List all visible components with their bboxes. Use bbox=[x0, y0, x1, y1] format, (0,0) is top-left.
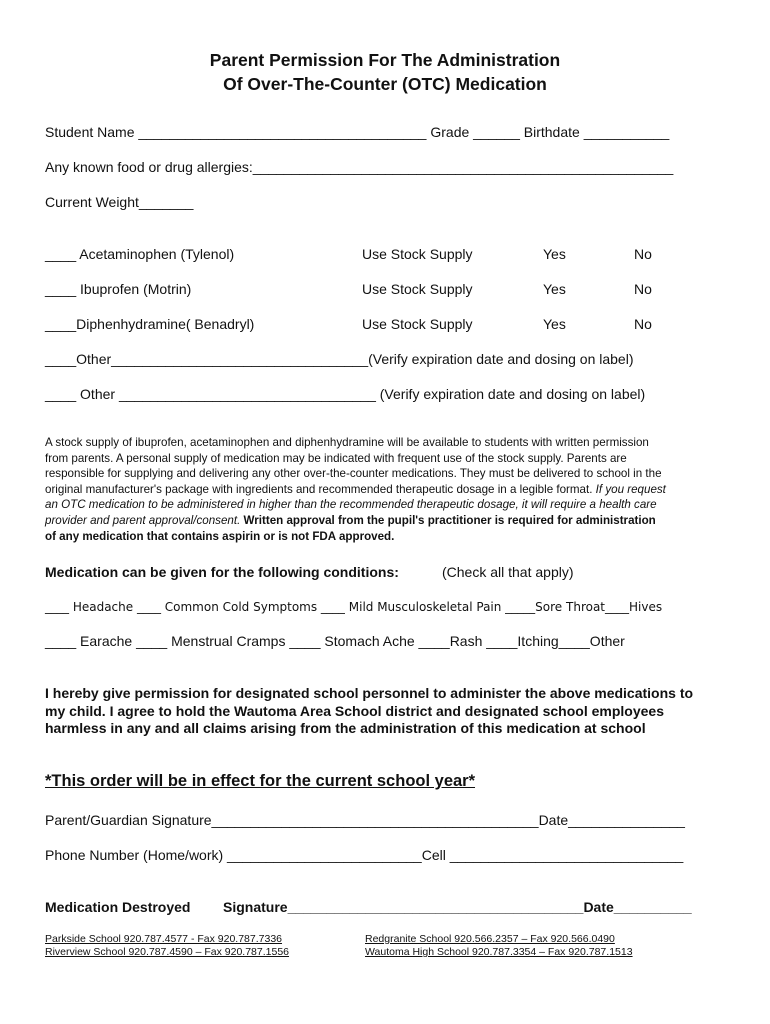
consent-line: my child. I agree to hold the Wautoma Area School district and designated school employees bbox=[45, 702, 664, 719]
para-line: responsible for supplying and delivering any other over-the-counter medications. They must be delivered to school in the bbox=[45, 467, 662, 481]
para-italic: provider and parent approval/consent. bbox=[45, 513, 241, 527]
consent-line: harmless in any and all claims arising from the administration of this medication at school bbox=[45, 720, 646, 736]
order-notice: *This order will be in effect for the current school year* bbox=[45, 772, 476, 790]
med-no-option[interactable]: No bbox=[634, 281, 652, 297]
medication-destroyed-label: Medication Destroyed bbox=[45, 899, 191, 915]
med-stock-label: Use Stock Supply bbox=[362, 246, 473, 262]
med-no-option[interactable]: No bbox=[634, 246, 652, 262]
conditions-row-1[interactable]: ____ Headache ____ Common Cold Symptoms ____ Mild Musculoskeletal Pain _____Sore Throat____Hives bbox=[45, 600, 663, 614]
med-other-1[interactable]: ____Other_________________________________(Verify expiration date and dosing on label) bbox=[45, 351, 634, 367]
para-italic: an OTC medication to be administered in higher than the recommended therapeutic dosage, it will require a health care bbox=[45, 498, 657, 512]
med-diphenhydramine[interactable]: ____Diphenhydramine( Benadryl) bbox=[45, 316, 255, 332]
para-line: A stock supply of ibuprofen, acetaminophen and diphenhydramine will be available to students with written permission bbox=[45, 436, 649, 449]
form-title-line2: Of Over-The-Counter (OTC) Medication bbox=[223, 74, 547, 94]
footer-riverview: Riverview School 920.787.4590 – Fax 920.787.1556 bbox=[45, 946, 290, 958]
conditions-heading: Medication can be given for the following conditions: bbox=[45, 564, 399, 580]
consent-line: I hereby give permission for designated school personnel to administer the above medications to bbox=[45, 685, 694, 701]
phone-field[interactable]: Phone Number (Home/work) _________________________Cell ______________________________ bbox=[45, 847, 684, 863]
med-stock-label: Use Stock Supply bbox=[362, 316, 473, 332]
form-title-line1: Parent Permission For The Administration bbox=[209, 50, 561, 70]
med-other-2[interactable]: ____ Other _________________________________ (Verify expiration date and dosing on label) bbox=[45, 386, 646, 402]
med-yes-option[interactable]: Yes bbox=[543, 316, 566, 332]
med-acetaminophen[interactable]: ____ Acetaminophen (Tylenol) bbox=[45, 246, 235, 262]
destroyed-signature-field[interactable]: Signature______________________________________Date__________ bbox=[223, 899, 692, 915]
conditions-row-2[interactable]: ____ Earache ____ Menstrual Cramps ____ Stomach Ache ____Rash ____Itching____Other bbox=[45, 633, 625, 649]
med-yes-option[interactable]: Yes bbox=[543, 246, 566, 262]
consent-statement bbox=[45, 685, 735, 738]
conditions-hint: (Check all that apply) bbox=[442, 564, 574, 580]
para-italic: If you request bbox=[592, 482, 666, 496]
med-ibuprofen[interactable]: ____ Ibuprofen (Motrin) bbox=[45, 281, 192, 297]
footer-parkside: Parkside School 920.787.4577 - Fax 920.787.7336 bbox=[45, 933, 283, 945]
stock-supply-paragraph bbox=[45, 435, 730, 544]
para-bold: of any medication that contains aspirin or is not FDA approved. bbox=[45, 529, 395, 543]
footer-redgranite: Redgranite School 920.566.2357 – Fax 920.566.0490 bbox=[365, 933, 615, 945]
med-yes-option[interactable]: Yes bbox=[543, 281, 566, 297]
weight-field[interactable]: Current Weight_______ bbox=[45, 194, 194, 210]
parent-signature-field[interactable]: Parent/Guardian Signature__________________________________________Date_______________ bbox=[45, 812, 685, 828]
footer-wautoma-high: Wautoma High School 920.787.3354 – Fax 920.787.1513 bbox=[365, 946, 633, 958]
student-name-field[interactable]: Student Name _____________________________________ Grade ______ Birthdate ___________ bbox=[45, 124, 670, 140]
allergies-field[interactable]: Any known food or drug allergies:______________________________________________________ bbox=[45, 159, 674, 175]
med-stock-label: Use Stock Supply bbox=[362, 281, 473, 297]
para-bold: Written approval from the pupil's practitioner is required for administration bbox=[240, 513, 656, 527]
para-line: from parents. A personal supply of medication may be indicated with frequent use of the stock supply. Parents are bbox=[45, 451, 627, 465]
para-line: original manufacturer's package with ingredients and recommended therapeutic dosage in a legible format. bbox=[45, 482, 593, 496]
med-no-option[interactable]: No bbox=[634, 316, 652, 332]
